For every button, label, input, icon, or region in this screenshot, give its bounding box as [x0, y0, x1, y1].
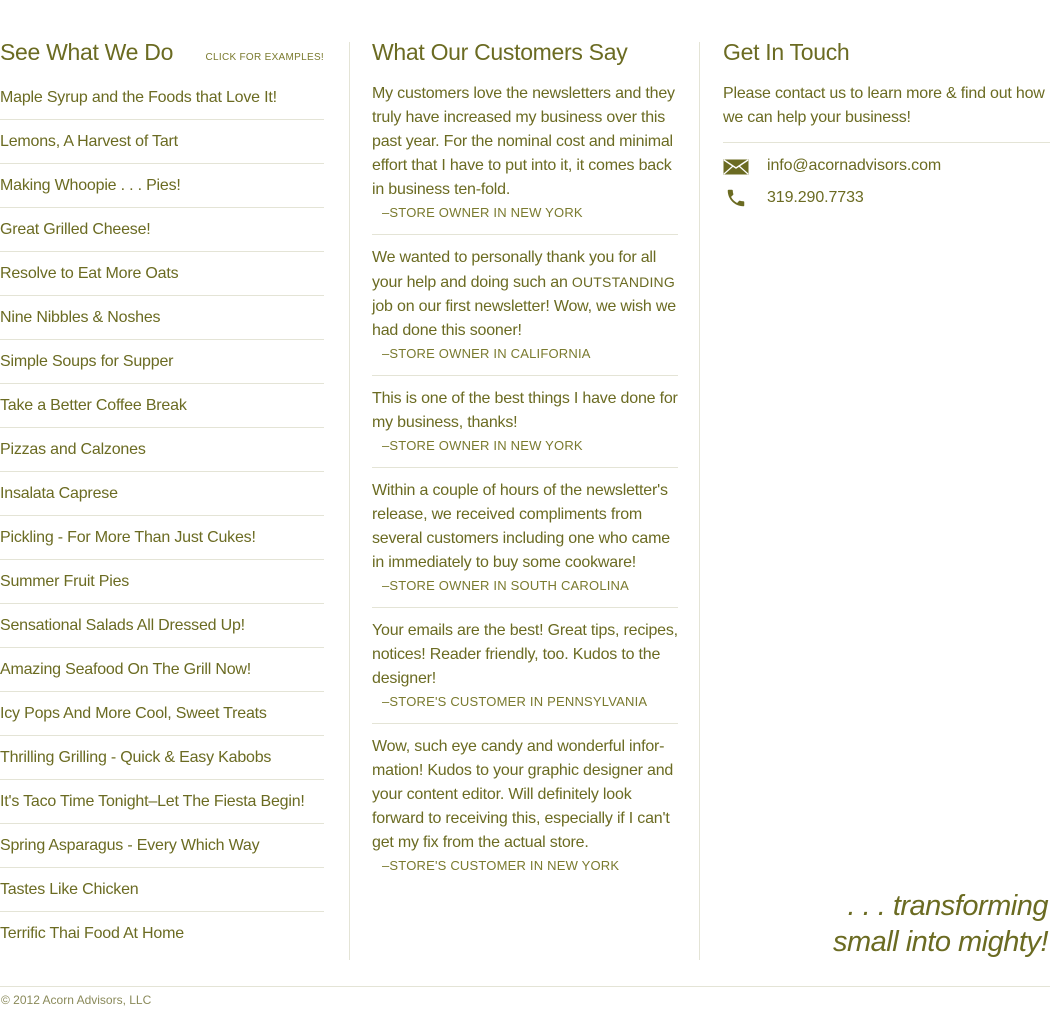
testimonial — [372, 246, 678, 376]
topic-link[interactable]: Maple Syrup and the Foods that Love It! — [0, 89, 277, 106]
topic-link[interactable]: Thrilling Grilling - Quick & Easy Kabobs — [0, 749, 272, 766]
list-item — [0, 736, 324, 780]
testimonial-text: My customers love the newsletters and they truly have increased my business over this past year. For the nominal cost and minimal effort that I have to put into it, it comes back in business ten-fold. — [372, 85, 675, 198]
list-item — [0, 824, 324, 868]
see-what-we-do-section — [0, 38, 324, 955]
testimonial-attribution: –STORE OWNER IN NEW YORK — [382, 205, 583, 220]
testimonials-section — [372, 38, 678, 898]
email-row[interactable] — [723, 157, 1050, 175]
list-item — [0, 604, 324, 648]
footer-divider — [0, 986, 1050, 987]
testimonial-text: Within a couple of hours of the newsletter's release, we received compliments from several customers including one who came in immediately to buy some cookware! — [372, 482, 670, 571]
testimonial — [372, 619, 678, 724]
testimonial — [372, 735, 678, 887]
list-item — [0, 692, 324, 736]
column-divider — [699, 42, 700, 960]
list-item — [0, 472, 324, 516]
click-for-examples-link[interactable]: CLICK FOR EXAMPLES! — [205, 52, 324, 63]
tagline-line: . . . transforming — [847, 890, 1048, 922]
list-item — [0, 780, 324, 824]
phone-row[interactable] — [723, 187, 1050, 209]
list-item — [0, 296, 324, 340]
list-item — [0, 252, 324, 296]
list-item — [0, 76, 324, 120]
topic-link[interactable]: Pizzas and Calzones — [0, 441, 146, 458]
testimonial-attribution: –STORE'S CUSTOMER IN PENNSYLVANIA — [382, 694, 648, 709]
topic-link[interactable]: Nine Nibbles & Noshes — [0, 309, 161, 326]
topic-link[interactable]: Terrific Thai Food At Home — [0, 925, 184, 942]
testimonial-attribution: –STORE OWNER IN CALIFORNIA — [382, 346, 591, 361]
list-item — [0, 120, 324, 164]
section-title: See What We Do — [0, 39, 174, 65]
testimonial-text: Wow, such eye candy and wonderful infor-mation! Kudos to your graphic designer and your content editor. Will definitely look forward to receiving this, especially if I can't get my fix from the actual store. — [372, 738, 674, 851]
topic-link[interactable]: Sensational Salads All Dressed Up! — [0, 617, 245, 634]
topic-link[interactable]: Amazing Seafood On The Grill Now! — [0, 661, 252, 678]
topic-link[interactable]: Insalata Caprese — [0, 485, 118, 502]
phone-icon — [723, 187, 749, 209]
list-item — [0, 912, 324, 955]
testimonial-text: Your emails are the best! Great tips, recipes, notices! Reader friendly, too. Kudos to the designer! — [372, 622, 678, 687]
section-title: What Our Customers Say — [372, 39, 628, 65]
tagline — [833, 888, 1048, 960]
topic-link[interactable]: Tastes Like Chicken — [0, 881, 139, 898]
list-item — [0, 428, 324, 472]
topic-link[interactable]: Summer Fruit Pies — [0, 573, 130, 590]
testimonial-text-part: job on our first newsletter! Wow, we wish we had done this sooner! — [372, 298, 676, 339]
envelope-icon — [723, 159, 749, 175]
list-item — [0, 560, 324, 604]
topic-link[interactable]: Pickling - For More Than Just Cukes! — [0, 529, 256, 546]
list-item — [0, 164, 324, 208]
topic-link[interactable]: Spring Asparagus - Every Which Way — [0, 837, 260, 854]
testimonial-attribution: –STORE OWNER IN SOUTH CAROLINA — [382, 578, 630, 593]
testimonial-attribution: –STORE'S CUSTOMER IN NEW YORK — [382, 858, 620, 873]
email-address[interactable]: info@acornadvisors.com — [767, 157, 942, 174]
topic-link[interactable]: Resolve to Eat More Oats — [0, 265, 179, 282]
testimonial — [372, 82, 678, 235]
column-divider — [349, 42, 350, 960]
topic-link[interactable]: Icy Pops And More Cool, Sweet Treats — [0, 705, 267, 722]
list-item — [0, 340, 324, 384]
topic-link[interactable]: Simple Soups for Supper — [0, 353, 174, 370]
topic-link[interactable]: Lemons, A Harvest of Tart — [0, 133, 178, 150]
section-title: Get In Touch — [723, 39, 850, 65]
testimonial-text-part: We wanted to personally thank you for all your help and doing such an — [372, 249, 657, 291]
testimonial-emphasis: OUTSTANDING — [571, 274, 675, 290]
tagline-line: small into mighty! — [832, 926, 1048, 958]
copyright: © 2012 Acorn Advisors, LLC — [1, 993, 152, 1007]
list-item — [0, 208, 324, 252]
section-header — [0, 38, 324, 66]
testimonial-list — [372, 82, 678, 887]
topic-link[interactable]: Great Grilled Cheese! — [0, 221, 151, 238]
topic-link[interactable]: Making Whoopie . . . Pies! — [0, 177, 181, 194]
get-in-touch-section — [723, 38, 1050, 209]
contact-intro: Please contact us to learn more & find out how we can help your business! — [723, 82, 1050, 143]
testimonial — [372, 387, 678, 468]
topic-list — [0, 76, 324, 955]
testimonial-text: This is one of the best things I have done for my business, thanks! — [372, 390, 678, 431]
topic-link[interactable]: Take a Better Coffee Break — [0, 397, 187, 414]
topic-link[interactable]: It's Taco Time Tonight–Let The Fiesta Begin! — [0, 793, 305, 810]
phone-number[interactable]: 319.290.7733 — [767, 189, 864, 206]
list-item — [0, 648, 324, 692]
testimonial — [372, 479, 678, 608]
testimonial-text — [372, 246, 678, 343]
list-item — [0, 384, 324, 428]
list-item — [0, 516, 324, 560]
list-item — [0, 868, 324, 912]
testimonial-attribution: –STORE OWNER IN NEW YORK — [382, 438, 583, 453]
